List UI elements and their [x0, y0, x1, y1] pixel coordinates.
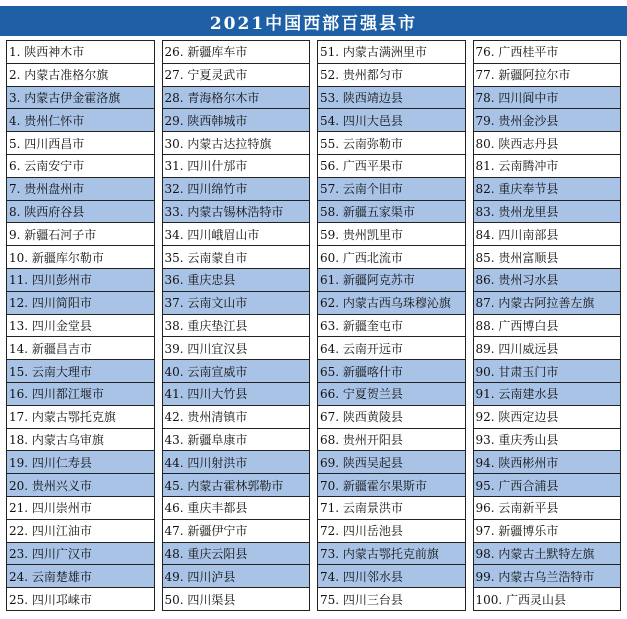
ranking-cell: 73. 内蒙古鄂托克前旗: [318, 543, 465, 566]
ranking-cell: 83. 贵州龙里县: [474, 201, 621, 224]
ranking-cell: 76. 广西桂平市: [474, 41, 621, 64]
ranking-cell: 74. 四川邻水县: [318, 565, 465, 588]
ranking-cell: 52. 贵州都匀市: [318, 64, 465, 87]
ranking-cell: 11. 四川彭州市: [7, 269, 154, 292]
ranking-cell: 8. 陕西府谷县: [7, 201, 154, 224]
ranking-cell: 9. 新疆石河子市: [7, 223, 154, 246]
ranking-cell: 12. 四川简阳市: [7, 292, 154, 315]
ranking-cell: 39. 四川宜汉县: [163, 337, 310, 360]
ranking-cell: 57. 云南个旧市: [318, 178, 465, 201]
ranking-cell: 78. 四川阆中市: [474, 87, 621, 110]
ranking-cell: 50. 四川渠县: [163, 588, 310, 611]
ranking-cell: 86. 贵州习水县: [474, 269, 621, 292]
ranking-cell: 68. 贵州开阳县: [318, 429, 465, 452]
ranking-cell: 97. 新疆博乐市: [474, 520, 621, 543]
ranking-cell: 22. 四川江油市: [7, 520, 154, 543]
ranking-cell: 34. 四川峨眉山市: [163, 223, 310, 246]
ranking-cell: 7. 贵州盘州市: [7, 178, 154, 201]
ranking-cell: 5. 四川西昌市: [7, 132, 154, 155]
ranking-cell: 72. 四川岳池县: [318, 520, 465, 543]
ranking-cell: 60. 广西北流市: [318, 246, 465, 269]
ranking-cell: 64. 云南开远市: [318, 337, 465, 360]
ranking-cell: 1. 陕西神木市: [7, 41, 154, 64]
ranking-cell: 81. 云南腾冲市: [474, 155, 621, 178]
ranking-cell: 32. 四川绵竹市: [163, 178, 310, 201]
ranking-cell: 59. 贵州凯里市: [318, 223, 465, 246]
ranking-cell: 95. 广西合浦县: [474, 474, 621, 497]
ranking-cell: 63. 新疆奎屯市: [318, 315, 465, 338]
ranking-cell: 14. 新疆昌吉市: [7, 337, 154, 360]
ranking-cell: 41. 四川大竹县: [163, 383, 310, 406]
ranking-cell: 71. 云南景洪市: [318, 497, 465, 520]
ranking-table: [6, 40, 621, 611]
ranking-cell: 45. 内蒙古霍林郭勒市: [163, 474, 310, 497]
ranking-cell: 38. 重庆垫江县: [163, 315, 310, 338]
ranking-cell: 47. 新疆伊宁市: [163, 520, 310, 543]
ranking-column-4: [473, 40, 622, 611]
ranking-cell: 89. 四川威远县: [474, 337, 621, 360]
ranking-cell: 21. 四川崇州市: [7, 497, 154, 520]
ranking-cell: 13. 四川金堂县: [7, 315, 154, 338]
ranking-cell: 93. 重庆秀山县: [474, 429, 621, 452]
ranking-cell: 65. 新疆喀什市: [318, 360, 465, 383]
ranking-cell: 15. 云南大理市: [7, 360, 154, 383]
ranking-cell: 61. 新疆阿克苏市: [318, 269, 465, 292]
page-title: 2021中国西部百强县市: [0, 6, 627, 36]
ranking-cell: 26. 新疆库车市: [163, 41, 310, 64]
ranking-cell: 20. 贵州兴义市: [7, 474, 154, 497]
ranking-cell: 30. 内蒙古达拉特旗: [163, 132, 310, 155]
ranking-cell: 62. 内蒙古西乌珠穆沁旗: [318, 292, 465, 315]
ranking-cell: 25. 四川邛崃市: [7, 588, 154, 611]
ranking-cell: 33. 内蒙古锡林浩特市: [163, 201, 310, 224]
ranking-cell: 36. 重庆忠县: [163, 269, 310, 292]
ranking-cell: 90. 甘肃玉门市: [474, 360, 621, 383]
ranking-cell: 80. 陕西志丹县: [474, 132, 621, 155]
ranking-cell: 87. 内蒙古阿拉善左旗: [474, 292, 621, 315]
ranking-cell: 10. 新疆库尔勒市: [7, 246, 154, 269]
ranking-cell: 42. 贵州清镇市: [163, 406, 310, 429]
ranking-cell: 24. 云南楚雄市: [7, 565, 154, 588]
ranking-cell: 92. 陕西定边县: [474, 406, 621, 429]
ranking-cell: 29. 陕西韩城市: [163, 109, 310, 132]
ranking-cell: 94. 陕西彬州市: [474, 451, 621, 474]
ranking-cell: 16. 四川都江堰市: [7, 383, 154, 406]
ranking-cell: 2. 内蒙古准格尔旗: [7, 64, 154, 87]
ranking-cell: 51. 内蒙古满洲里市: [318, 41, 465, 64]
ranking-cell: 49. 四川泸县: [163, 565, 310, 588]
ranking-cell: 70. 新疆霍尔果斯市: [318, 474, 465, 497]
ranking-cell: 99. 内蒙古乌兰浩特市: [474, 565, 621, 588]
ranking-cell: 44. 四川射洪市: [163, 451, 310, 474]
ranking-cell: 100. 广西灵山县: [474, 588, 621, 611]
ranking-cell: 4. 贵州仁怀市: [7, 109, 154, 132]
ranking-cell: 40. 云南宣威市: [163, 360, 310, 383]
ranking-cell: 18. 内蒙古乌审旗: [7, 429, 154, 452]
ranking-column-3: [317, 40, 466, 611]
ranking-cell: 66. 宁夏贺兰县: [318, 383, 465, 406]
ranking-cell: 46. 重庆丰都县: [163, 497, 310, 520]
ranking-cell: 48. 重庆云阳县: [163, 543, 310, 566]
ranking-cell: 55. 云南弥勒市: [318, 132, 465, 155]
ranking-cell: 85. 贵州富顺县: [474, 246, 621, 269]
ranking-column-2: [162, 40, 311, 611]
ranking-cell: 27. 宁夏灵武市: [163, 64, 310, 87]
ranking-cell: 84. 四川南部县: [474, 223, 621, 246]
ranking-cell: 75. 四川三台县: [318, 588, 465, 611]
ranking-column-1: [6, 40, 155, 611]
ranking-cell: 17. 内蒙古鄂托克旗: [7, 406, 154, 429]
ranking-cell: 35. 云南蒙自市: [163, 246, 310, 269]
ranking-cell: 96. 云南新平县: [474, 497, 621, 520]
ranking-cell: 19. 四川仁寿县: [7, 451, 154, 474]
ranking-cell: 3. 内蒙古伊金霍洛旗: [7, 87, 154, 110]
ranking-cell: 31. 四川什邡市: [163, 155, 310, 178]
ranking-cell: 91. 云南建水县: [474, 383, 621, 406]
ranking-cell: 54. 四川大邑县: [318, 109, 465, 132]
ranking-cell: 43. 新疆阜康市: [163, 429, 310, 452]
ranking-cell: 77. 新疆阿拉尔市: [474, 64, 621, 87]
ranking-cell: 37. 云南文山市: [163, 292, 310, 315]
ranking-cell: 69. 陕西吴起县: [318, 451, 465, 474]
ranking-cell: 28. 青海格尔木市: [163, 87, 310, 110]
ranking-cell: 23. 四川广汉市: [7, 543, 154, 566]
ranking-cell: 88. 广西博白县: [474, 315, 621, 338]
ranking-cell: 98. 内蒙古土默特左旗: [474, 543, 621, 566]
ranking-cell: 82. 重庆奉节县: [474, 178, 621, 201]
ranking-cell: 6. 云南安宁市: [7, 155, 154, 178]
ranking-cell: 79. 贵州金沙县: [474, 109, 621, 132]
ranking-cell: 56. 广西平果市: [318, 155, 465, 178]
ranking-cell: 58. 新疆五家渠市: [318, 201, 465, 224]
ranking-cell: 53. 陕西靖边县: [318, 87, 465, 110]
ranking-cell: 67. 陕西黄陵县: [318, 406, 465, 429]
